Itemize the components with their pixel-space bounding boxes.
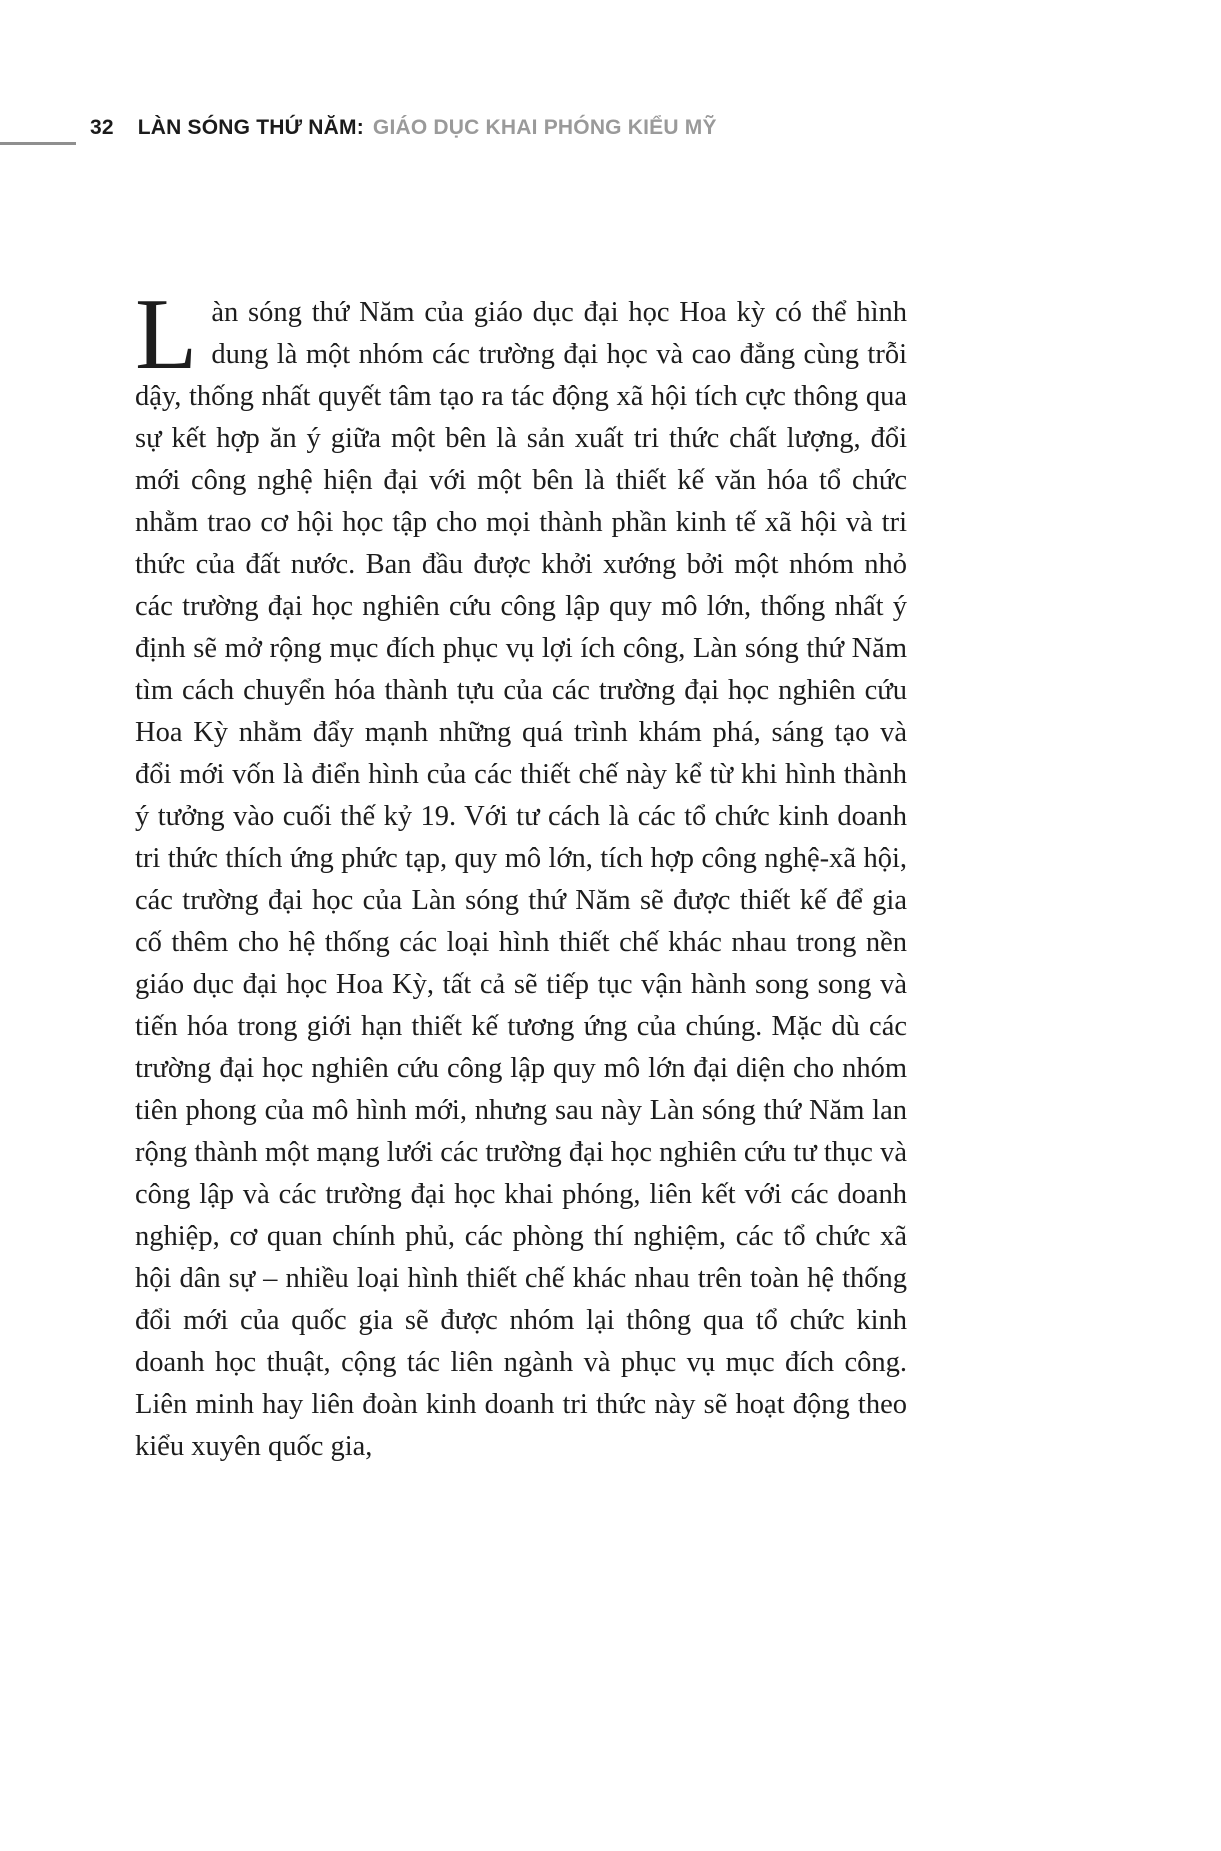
running-title-primary: LÀN SÓNG THỨ NĂM: [137,116,364,139]
dropcap-letter: L [135,278,198,391]
page-header [0,116,1221,148]
page-number: 32 [90,116,114,139]
paragraph-text: àn sóng thứ Năm của giáo dục đại học Hoa kỳ có thể hình dung là một nhóm các trường đại học và cao đẳng cùng trỗi dậy, thống nhất quyết tâm tạo ra tác động xã hội tích cực thông qua sự kết hợp ăn ý giữa một bên là sản xuất tri thức chất lượng, đổi mới công nghệ hiện đại với một bên là thiết kế văn hóa tổ chức nhằm trao cơ hội học tập cho mọi thành phần kinh tế xã hội và tri thức của đất nước. Ban đầu được khởi xướng bởi một nhóm nhỏ các trường đại học nghiên cứu công lập quy mô lớn, thống nhất ý định sẽ mở rộng mục đích phục vụ lợi ích công, Làn sóng thứ Năm tìm cách chuyển hóa thành tựu của các trường đại học nghiên cứu Hoa Kỳ nhằm đẩy mạnh những quá trình khám phá, sáng tạo và đổi mới vốn là điển hình của các thiết chế này kể từ khi hình thành ý tưởng vào cuối thế kỷ 19. Với tư cách là các tổ chức kinh doanh tri thức thích ứng phức tạp, quy mô lớn, tích hợp công nghệ-xã hội, các trường đại học của Làn sóng thứ Năm sẽ được thiết kế để gia cố thêm cho hệ thống các loại hình thiết chế khác nhau trong nền giáo dục đại học Hoa Kỳ, tất cả sẽ tiếp tục vận hành song song và tiến hóa trong giới hạn thiết kế tương ứng của chúng. Mặc dù các trường đại học nghiên cứu công lập quy mô lớn đại diện cho nhóm tiên phong của mô hình mới, nhưng sau này Làn sóng thứ Năm lan rộng thành một mạng lưới các trường đại học nghiên cứu tư thục và công lập và các trường đại học khai phóng, liên kết với các doanh nghiệp, cơ quan chính phủ, các phòng thí nghiệm, các tổ chức xã hội dân sự – nhiều loại hình thiết chế khác nhau trên toàn hệ thống đổi mới của quốc gia sẽ được nhóm lại thông qua tổ chức kinh doanh học thuật, cộng tác liên ngành và phục vụ mục đích công. Liên minh hay liên đoàn kinh doanh tri thức này sẽ hoạt động theo kiểu xuyên quốc gia, [135,297,907,1462]
header-rule [0,142,76,145]
running-title-secondary: GIÁO DỤC KHAI PHÓNG KIỂU MỸ [372,116,717,139]
body-paragraph [135,278,907,1468]
page-body [135,278,907,1468]
running-header [90,116,717,140]
